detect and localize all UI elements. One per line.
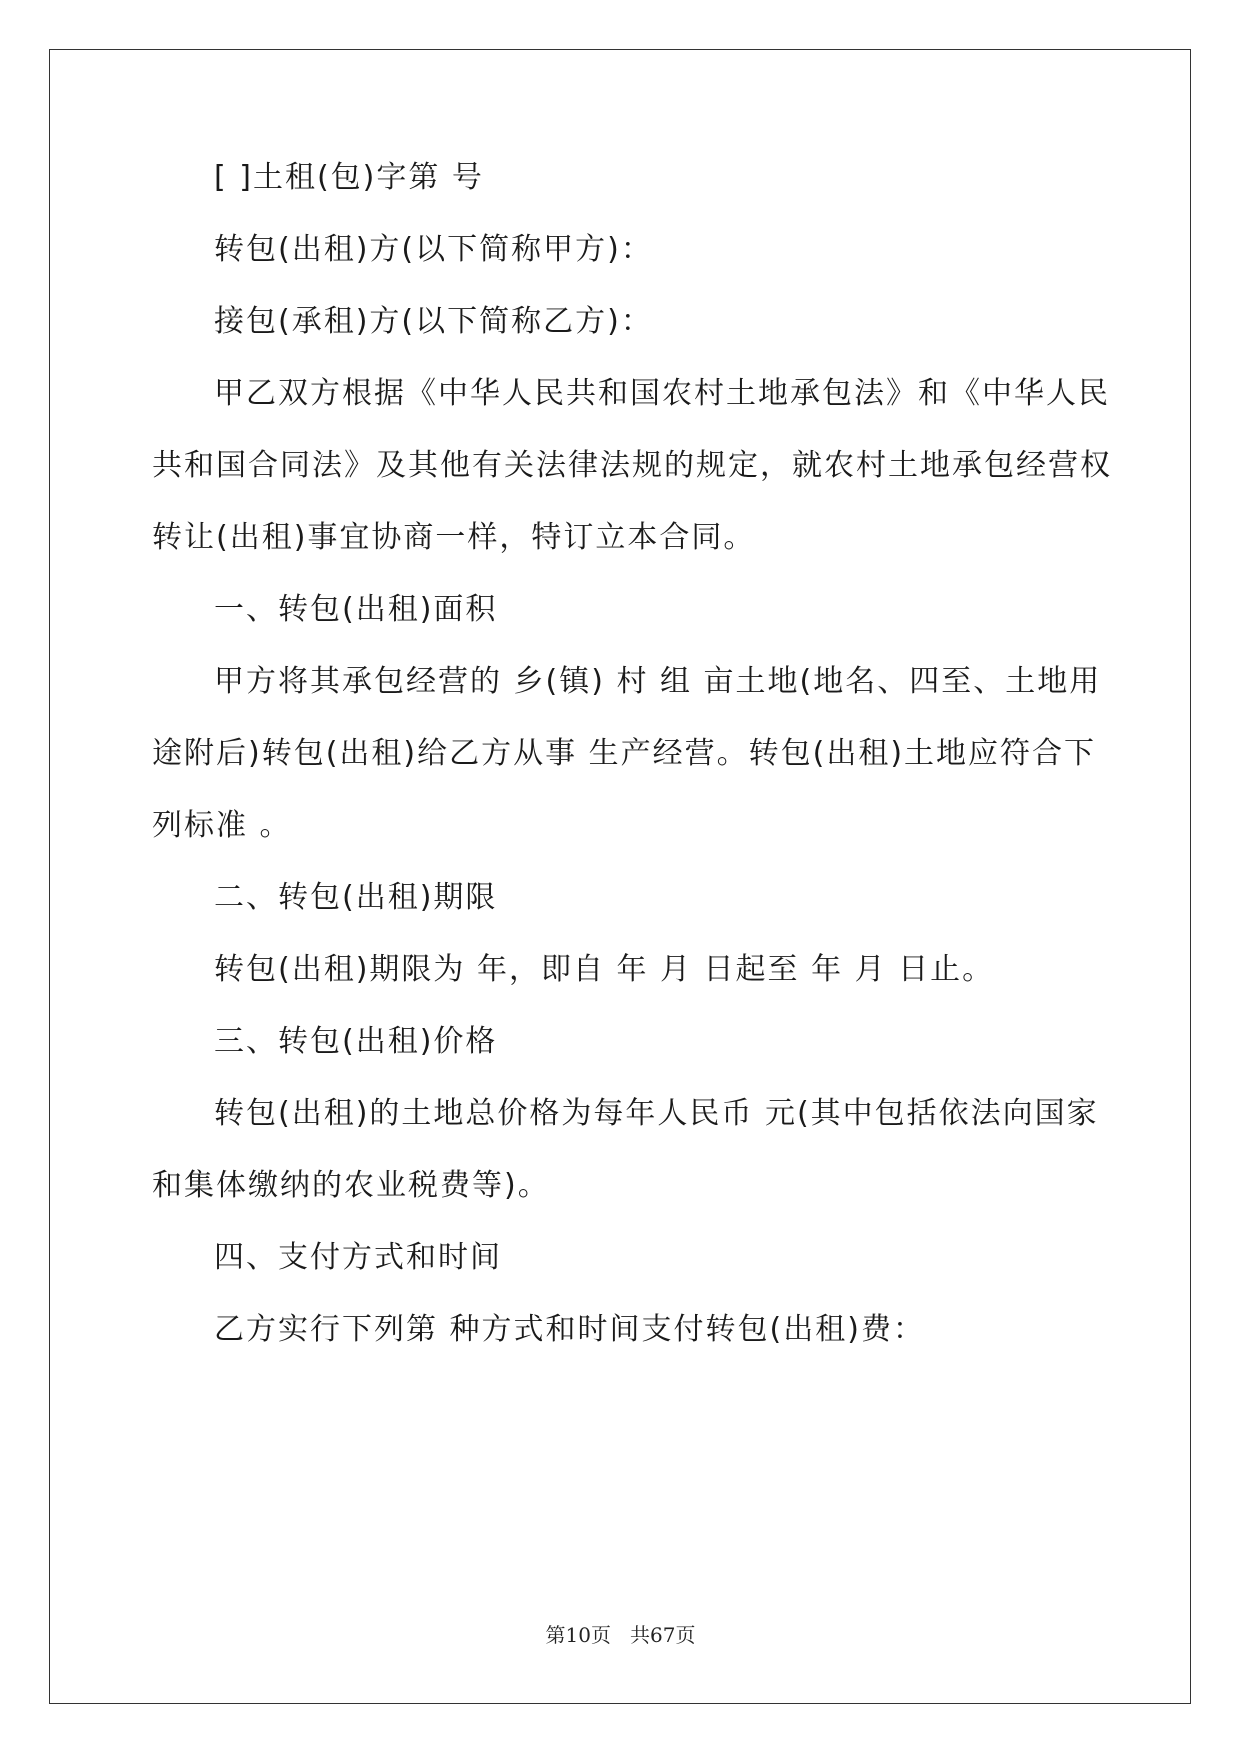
page-number-text: 第10页 共67页 <box>545 1623 696 1647</box>
preamble-line-1: 甲乙双方根据《中华人民共和国农村土地承包法》和《中华人民 <box>214 376 1110 411</box>
section-1-line-1: 甲方将其承包经营的 乡(镇) 村 组 亩土地(地名、四至、土地用 <box>214 664 1102 699</box>
page-border <box>49 49 1191 1704</box>
section-2-heading: 二、转包(出租)期限 <box>214 880 498 915</box>
section-3-heading: 三、转包(出租)价格 <box>214 1024 498 1059</box>
section-4-heading: 四、支付方式和时间 <box>214 1240 502 1275</box>
section-2-line-1: 转包(出租)期限为 年，即自 年 月 日起至 年 月 日止。 <box>214 952 995 987</box>
party-a-line: 转包(出租)方(以下简称甲方)： <box>214 232 653 267</box>
party-b-line: 接包(承租)方(以下简称乙方)： <box>214 304 653 339</box>
section-3-line-2: 和集体缴纳的农业税费等)。 <box>152 1168 550 1203</box>
section-3-line-1: 转包(出租)的土地总价格为每年人民币 元(其中包括依法向国家 <box>214 1096 1099 1131</box>
preamble-line-2: 共和国合同法》及其他有关法律法规的规定，就农村土地承包经营权 <box>152 448 1112 483</box>
preamble-line-3: 转让(出租)事宜协商一样，特订立本合同。 <box>152 520 756 555</box>
section-1-heading: 一、转包(出租)面积 <box>214 592 498 627</box>
section-4-line-1: 乙方实行下列第 种方式和时间支付转包(出租)费： <box>214 1312 925 1347</box>
contract-number-line: [ ]土租(包)字第 号 <box>214 160 484 195</box>
page-number-footer <box>0 1622 1241 1648</box>
section-1-line-2: 途附后)转包(出租)给乙方从事 生产经营。转包(出租)土地应符合下 <box>152 736 1097 771</box>
section-1-line-3: 列标准 。 <box>152 808 292 843</box>
